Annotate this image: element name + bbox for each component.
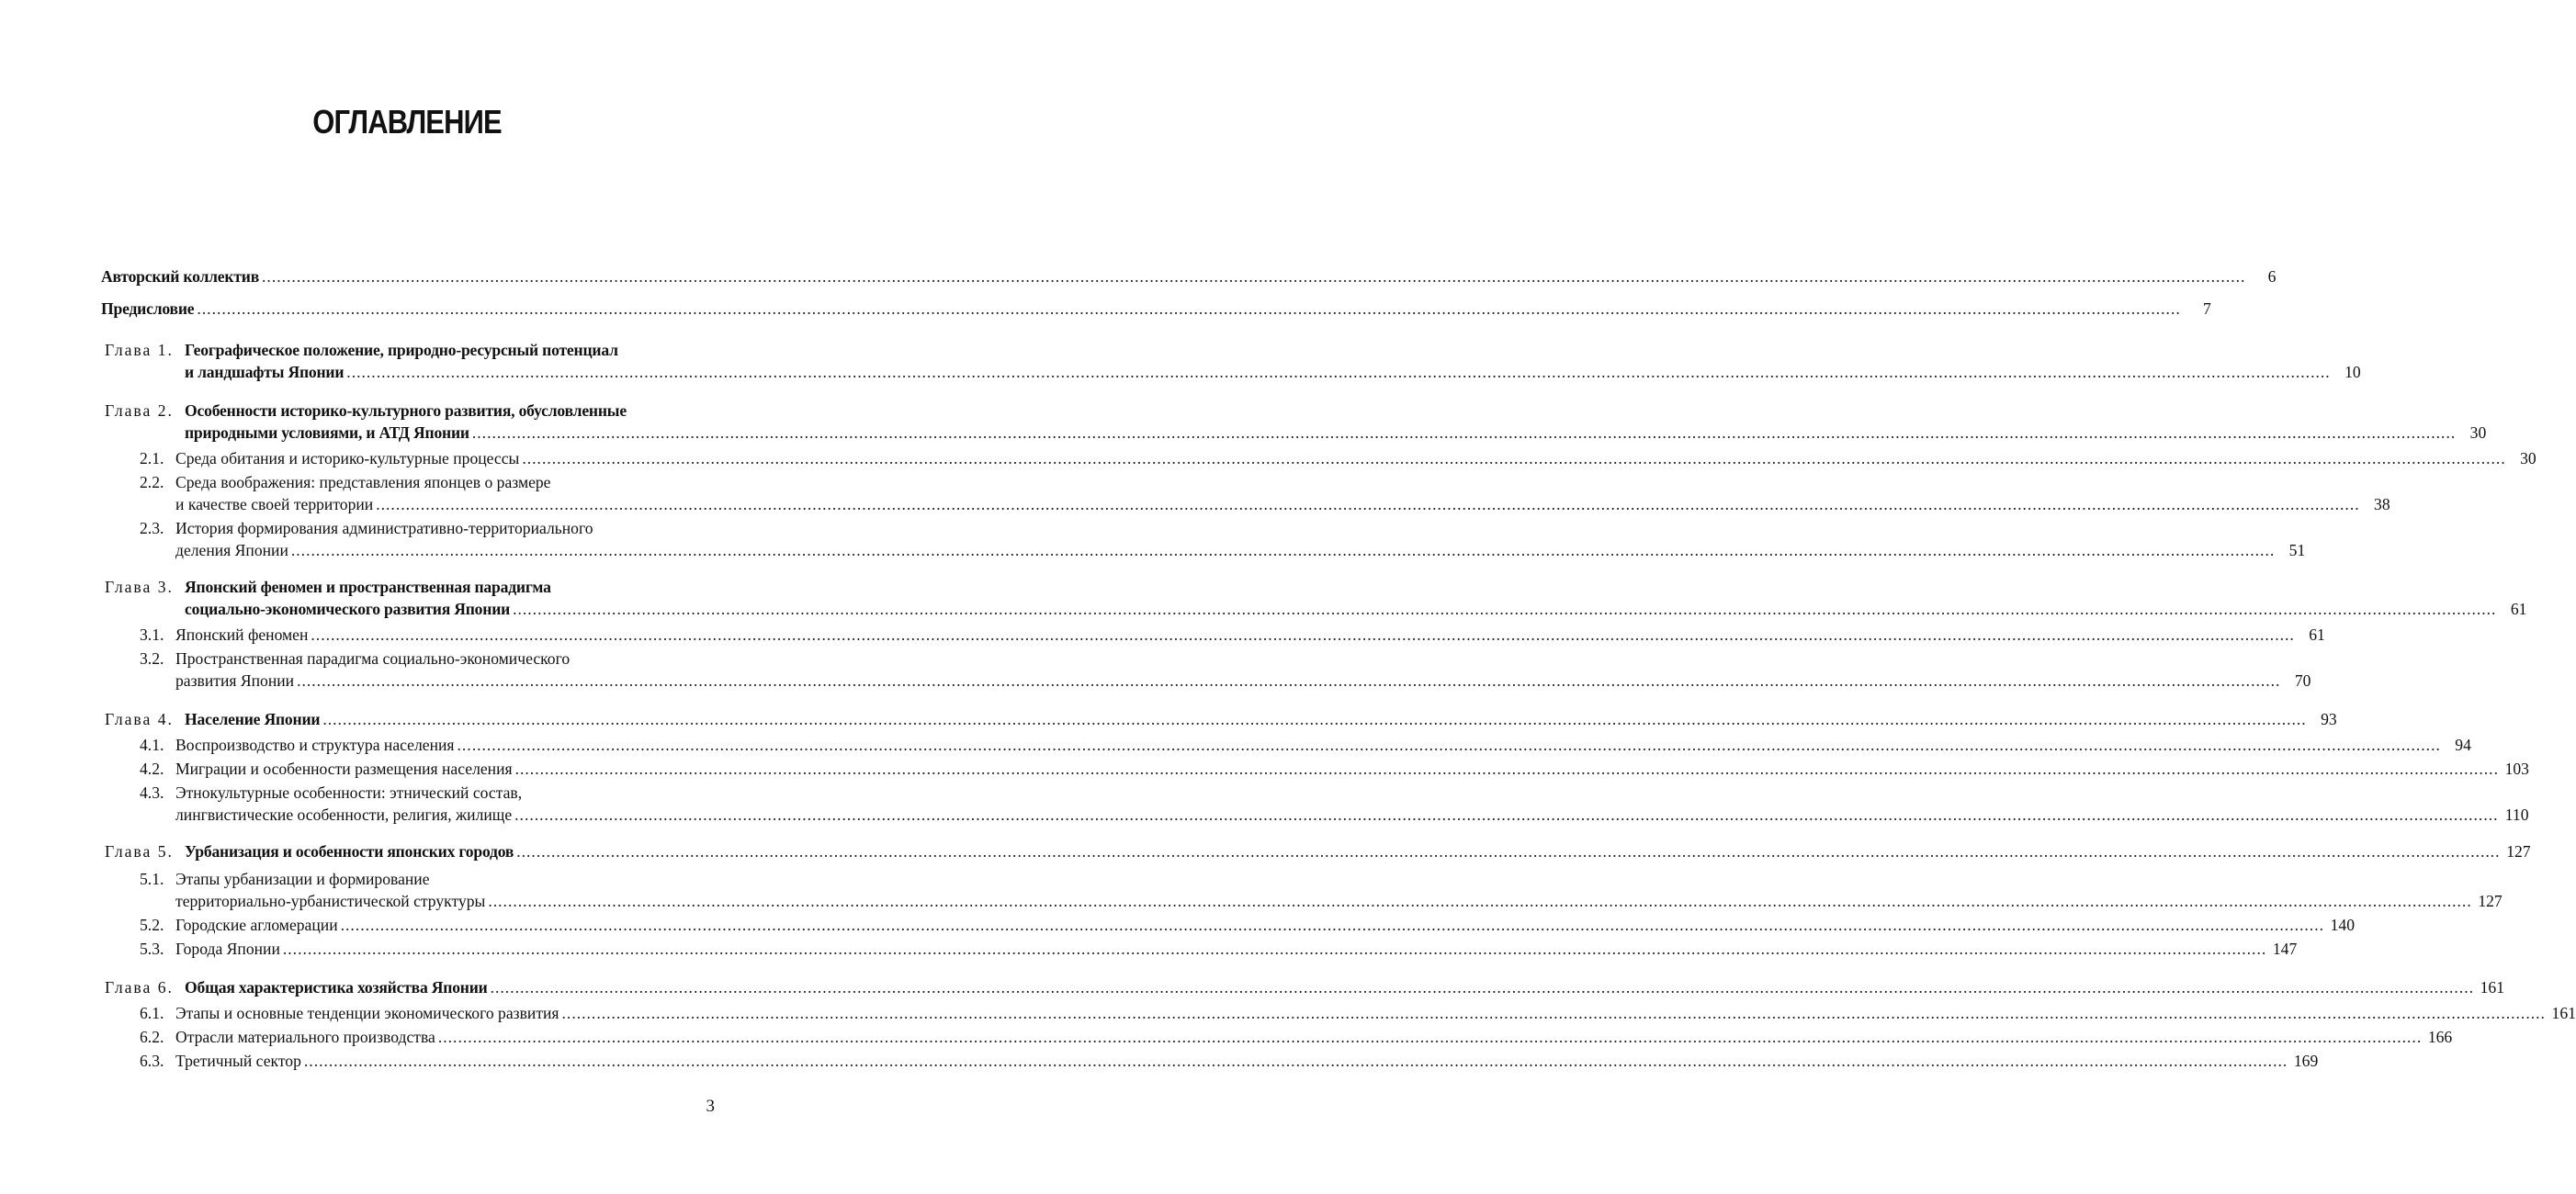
chapter-label: Глава 6. xyxy=(105,978,174,997)
page-ref: 169 xyxy=(2293,1052,2319,1070)
dot-leader: ................................................................................................................................................................................................................................................................................................................................................................................................................ xyxy=(513,600,2497,618)
chapter-label: Глава 1. xyxy=(105,341,174,359)
section-number: 5.3. xyxy=(140,940,164,958)
chapter-title-text: Население Японии xyxy=(185,710,321,728)
section-number: 6.3. xyxy=(140,1052,164,1070)
chapter-entry-row[interactable] xyxy=(185,577,715,597)
dot-leader: ................................................................................................................................................................................................................................................................................................................................................................................................................ xyxy=(282,940,2267,958)
section-number: 6.1. xyxy=(140,1004,164,1022)
chapter-title-text: Урбанизация и особенности японских городов xyxy=(185,842,514,861)
section-entry-row[interactable] xyxy=(175,1051,2319,1071)
section-title-text: Миграции и особенности размещения населения xyxy=(175,760,513,778)
dot-leader: ................................................................................................................................................................................................................................................................................................................................................................................................................ xyxy=(457,736,2441,754)
section-number: 2.3. xyxy=(140,519,164,537)
section-title-text: лингвистические особенности, религия, жилище xyxy=(175,805,513,824)
section-entry-row[interactable] xyxy=(175,915,2355,935)
chapter-entry-row[interactable] xyxy=(185,340,715,360)
chapter-entry-row[interactable] xyxy=(185,400,715,421)
dot-leader: ................................................................................................................................................................................................................................................................................................................................................................................................................ xyxy=(471,423,2457,442)
chapter-title-text: Особенности историко-культурного развития, обусловленные xyxy=(185,401,627,420)
dot-leader: ................................................................................................................................................................................................................................................................................................................................................................................................................ xyxy=(514,760,2499,778)
section-title-text: Воспроизводство и структура населения xyxy=(175,736,455,754)
chapter-title-text: и ландшафты Японии xyxy=(185,363,345,381)
chapter-title-text: Общая характеристика хозяйства Японии xyxy=(185,978,488,997)
chapter-entry-row[interactable] xyxy=(185,362,2361,382)
section-entry-row[interactable] xyxy=(175,939,2298,959)
page-ref: 30 xyxy=(2520,449,2536,467)
chapter-entry-row[interactable] xyxy=(185,599,2527,619)
top-entry-row[interactable] xyxy=(101,266,2277,287)
chapter-title-text: Японский феномен и пространственная парадигма xyxy=(185,578,551,596)
section-title-text: Третичный сектор xyxy=(175,1052,301,1070)
dot-leader: ................................................................................................................................................................................................................................................................................................................................................................................................................ xyxy=(490,978,2474,997)
dot-leader: ................................................................................................................................................................................................................................................................................................................................................................................................................ xyxy=(340,916,2324,934)
page-ref: 127 xyxy=(2506,842,2531,861)
section-title-text: Пространственная парадигма социально-экономического xyxy=(175,649,571,668)
section-number: 3.1. xyxy=(140,625,164,644)
page-number: 3 xyxy=(706,1097,715,1116)
chapter-label: Глава 3. xyxy=(105,578,174,596)
dot-leader: ................................................................................................................................................................................................................................................................................................................................................................................................................ xyxy=(522,449,2506,467)
top-title-text: Авторский коллектив xyxy=(101,267,260,286)
dot-leader: ................................................................................................................................................................................................................................................................................................................................................................................................................ xyxy=(488,892,2472,910)
chapter-entry-row[interactable] xyxy=(185,709,2337,729)
page-ref: 70 xyxy=(2294,671,2311,690)
section-entry-row[interactable] xyxy=(175,891,2503,911)
section-title-text: Японский феномен xyxy=(175,625,309,644)
section-number: 6.2. xyxy=(140,1028,164,1046)
section-number: 2.2. xyxy=(140,473,164,491)
chapter-entry-row[interactable] xyxy=(185,977,2504,997)
page-ref: 110 xyxy=(2504,805,2529,824)
section-entry-row[interactable] xyxy=(175,783,715,803)
section-entry-row[interactable] xyxy=(175,494,2390,514)
section-entry-row[interactable] xyxy=(175,735,2471,755)
section-title-text: Среда обитания и историко-культурные процессы xyxy=(175,449,520,467)
dot-leader: ................................................................................................................................................................................................................................................................................................................................................................................................................ xyxy=(290,541,2276,559)
section-entry-row[interactable] xyxy=(175,1027,2453,1047)
page-ref: 127 xyxy=(2478,892,2503,910)
chapter-title-text: социально-экономического развития Японии xyxy=(185,600,511,618)
chapter-title-text: Географическое положение, природно-ресурсный потенциал xyxy=(185,341,618,359)
page-ref: 94 xyxy=(2455,736,2471,754)
section-entry-row[interactable] xyxy=(175,540,2306,560)
page-ref: 61 xyxy=(2309,625,2325,644)
page-ref: 103 xyxy=(2504,760,2529,778)
section-title-text: территориально-урбанистической структуры xyxy=(175,892,486,910)
section-entry-row[interactable] xyxy=(175,805,2529,825)
chapter-label: Глава 2. xyxy=(105,401,174,420)
chapter-entry-row[interactable] xyxy=(185,422,2487,443)
page-ref: 38 xyxy=(2374,495,2390,513)
dot-leader: ................................................................................................................................................................................................................................................................................................................................................................................................................ xyxy=(297,671,2281,690)
section-number: 3.2. xyxy=(140,649,164,668)
dot-leader: ................................................................................................................................................................................................................................................................................................................................................................................................................ xyxy=(322,710,2307,728)
top-entry-row[interactable] xyxy=(101,298,2211,319)
section-number: 2.1. xyxy=(140,449,164,467)
page-ref: 61 xyxy=(2510,600,2527,618)
page-ref: 93 xyxy=(2321,710,2337,728)
page-ref: 30 xyxy=(2469,423,2487,442)
page-ref: 161 xyxy=(2551,1004,2576,1022)
section-title-text: Этапы и основные тенденции экономического развития xyxy=(175,1004,559,1022)
chapter-title-text: природными условиями, и АТД Японии xyxy=(185,423,469,442)
dot-leader: ................................................................................................................................................................................................................................................................................................................................................................................................................ xyxy=(514,805,2499,824)
section-number: 4.2. xyxy=(140,760,164,778)
page-title: ОГЛАВЛЕНИЕ xyxy=(312,103,502,141)
section-number: 4.1. xyxy=(140,736,164,754)
section-title-text: Этапы урбанизации и формирование xyxy=(175,870,430,888)
dot-leader: ................................................................................................................................................................................................................................................................................................................................................................................................................ xyxy=(303,1052,2288,1070)
section-entry-row[interactable] xyxy=(175,472,715,492)
section-number: 5.2. xyxy=(140,916,164,934)
dot-leader: ................................................................................................................................................................................................................................................................................................................................................................................................................ xyxy=(197,299,2181,318)
section-entry-row[interactable] xyxy=(175,1003,2576,1023)
chapter-label: Глава 4. xyxy=(105,710,174,728)
section-entry-row[interactable] xyxy=(175,518,715,538)
page-ref: 166 xyxy=(2427,1028,2453,1046)
chapter-label: Глава 5. xyxy=(105,842,174,861)
section-number: 5.1. xyxy=(140,870,164,888)
page-ref: 7 xyxy=(2202,299,2211,318)
chapter-entry-row[interactable] xyxy=(185,841,2531,862)
page-ref: 147 xyxy=(2272,940,2298,958)
top-title-text: Предисловие xyxy=(101,299,195,318)
page-ref: 51 xyxy=(2288,541,2306,559)
dot-leader: ................................................................................................................................................................................................................................................................................................................................................................................................................ xyxy=(311,625,2295,644)
section-title-text: История формирования административно-территориального xyxy=(175,519,593,537)
section-entry-row[interactable] xyxy=(175,869,715,889)
dot-leader: ................................................................................................................................................................................................................................................................................................................................................................................................................ xyxy=(262,267,2246,286)
dot-leader: ................................................................................................................................................................................................................................................................................................................................................................................................................ xyxy=(516,842,2501,861)
section-title-text: Городские агломерации xyxy=(175,916,338,934)
page-ref: 161 xyxy=(2480,978,2504,997)
section-entry-row[interactable] xyxy=(175,625,2325,645)
page-ref: 10 xyxy=(2344,363,2361,381)
section-title-text: Отрасли материального производства xyxy=(175,1028,435,1046)
page-ref: 6 xyxy=(2267,267,2277,286)
section-title-text: Среда воображения: представления японцев о размере xyxy=(175,473,551,491)
dot-leader: ................................................................................................................................................................................................................................................................................................................................................................................................................ xyxy=(437,1028,2423,1046)
section-number: 4.3. xyxy=(140,783,164,802)
section-title-text: Города Японии xyxy=(175,940,280,958)
section-title-text: Этнокультурные особенности: этнический состав, xyxy=(175,783,523,802)
page-ref: 140 xyxy=(2330,916,2355,934)
section-title-text: развития Японии xyxy=(175,671,295,690)
section-title-text: деления Японии xyxy=(175,541,288,559)
dot-leader: ................................................................................................................................................................................................................................................................................................................................................................................................................ xyxy=(561,1004,2546,1022)
section-entry-row[interactable] xyxy=(175,670,2311,691)
dot-leader: ................................................................................................................................................................................................................................................................................................................................................................................................................ xyxy=(346,363,2331,381)
section-title-text: и качестве своей территории xyxy=(175,495,374,513)
section-entry-row[interactable] xyxy=(175,648,715,669)
section-entry-row[interactable] xyxy=(175,759,2529,779)
section-entry-row[interactable] xyxy=(175,448,2536,468)
dot-leader: ................................................................................................................................................................................................................................................................................................................................................................................................................ xyxy=(376,495,2360,513)
